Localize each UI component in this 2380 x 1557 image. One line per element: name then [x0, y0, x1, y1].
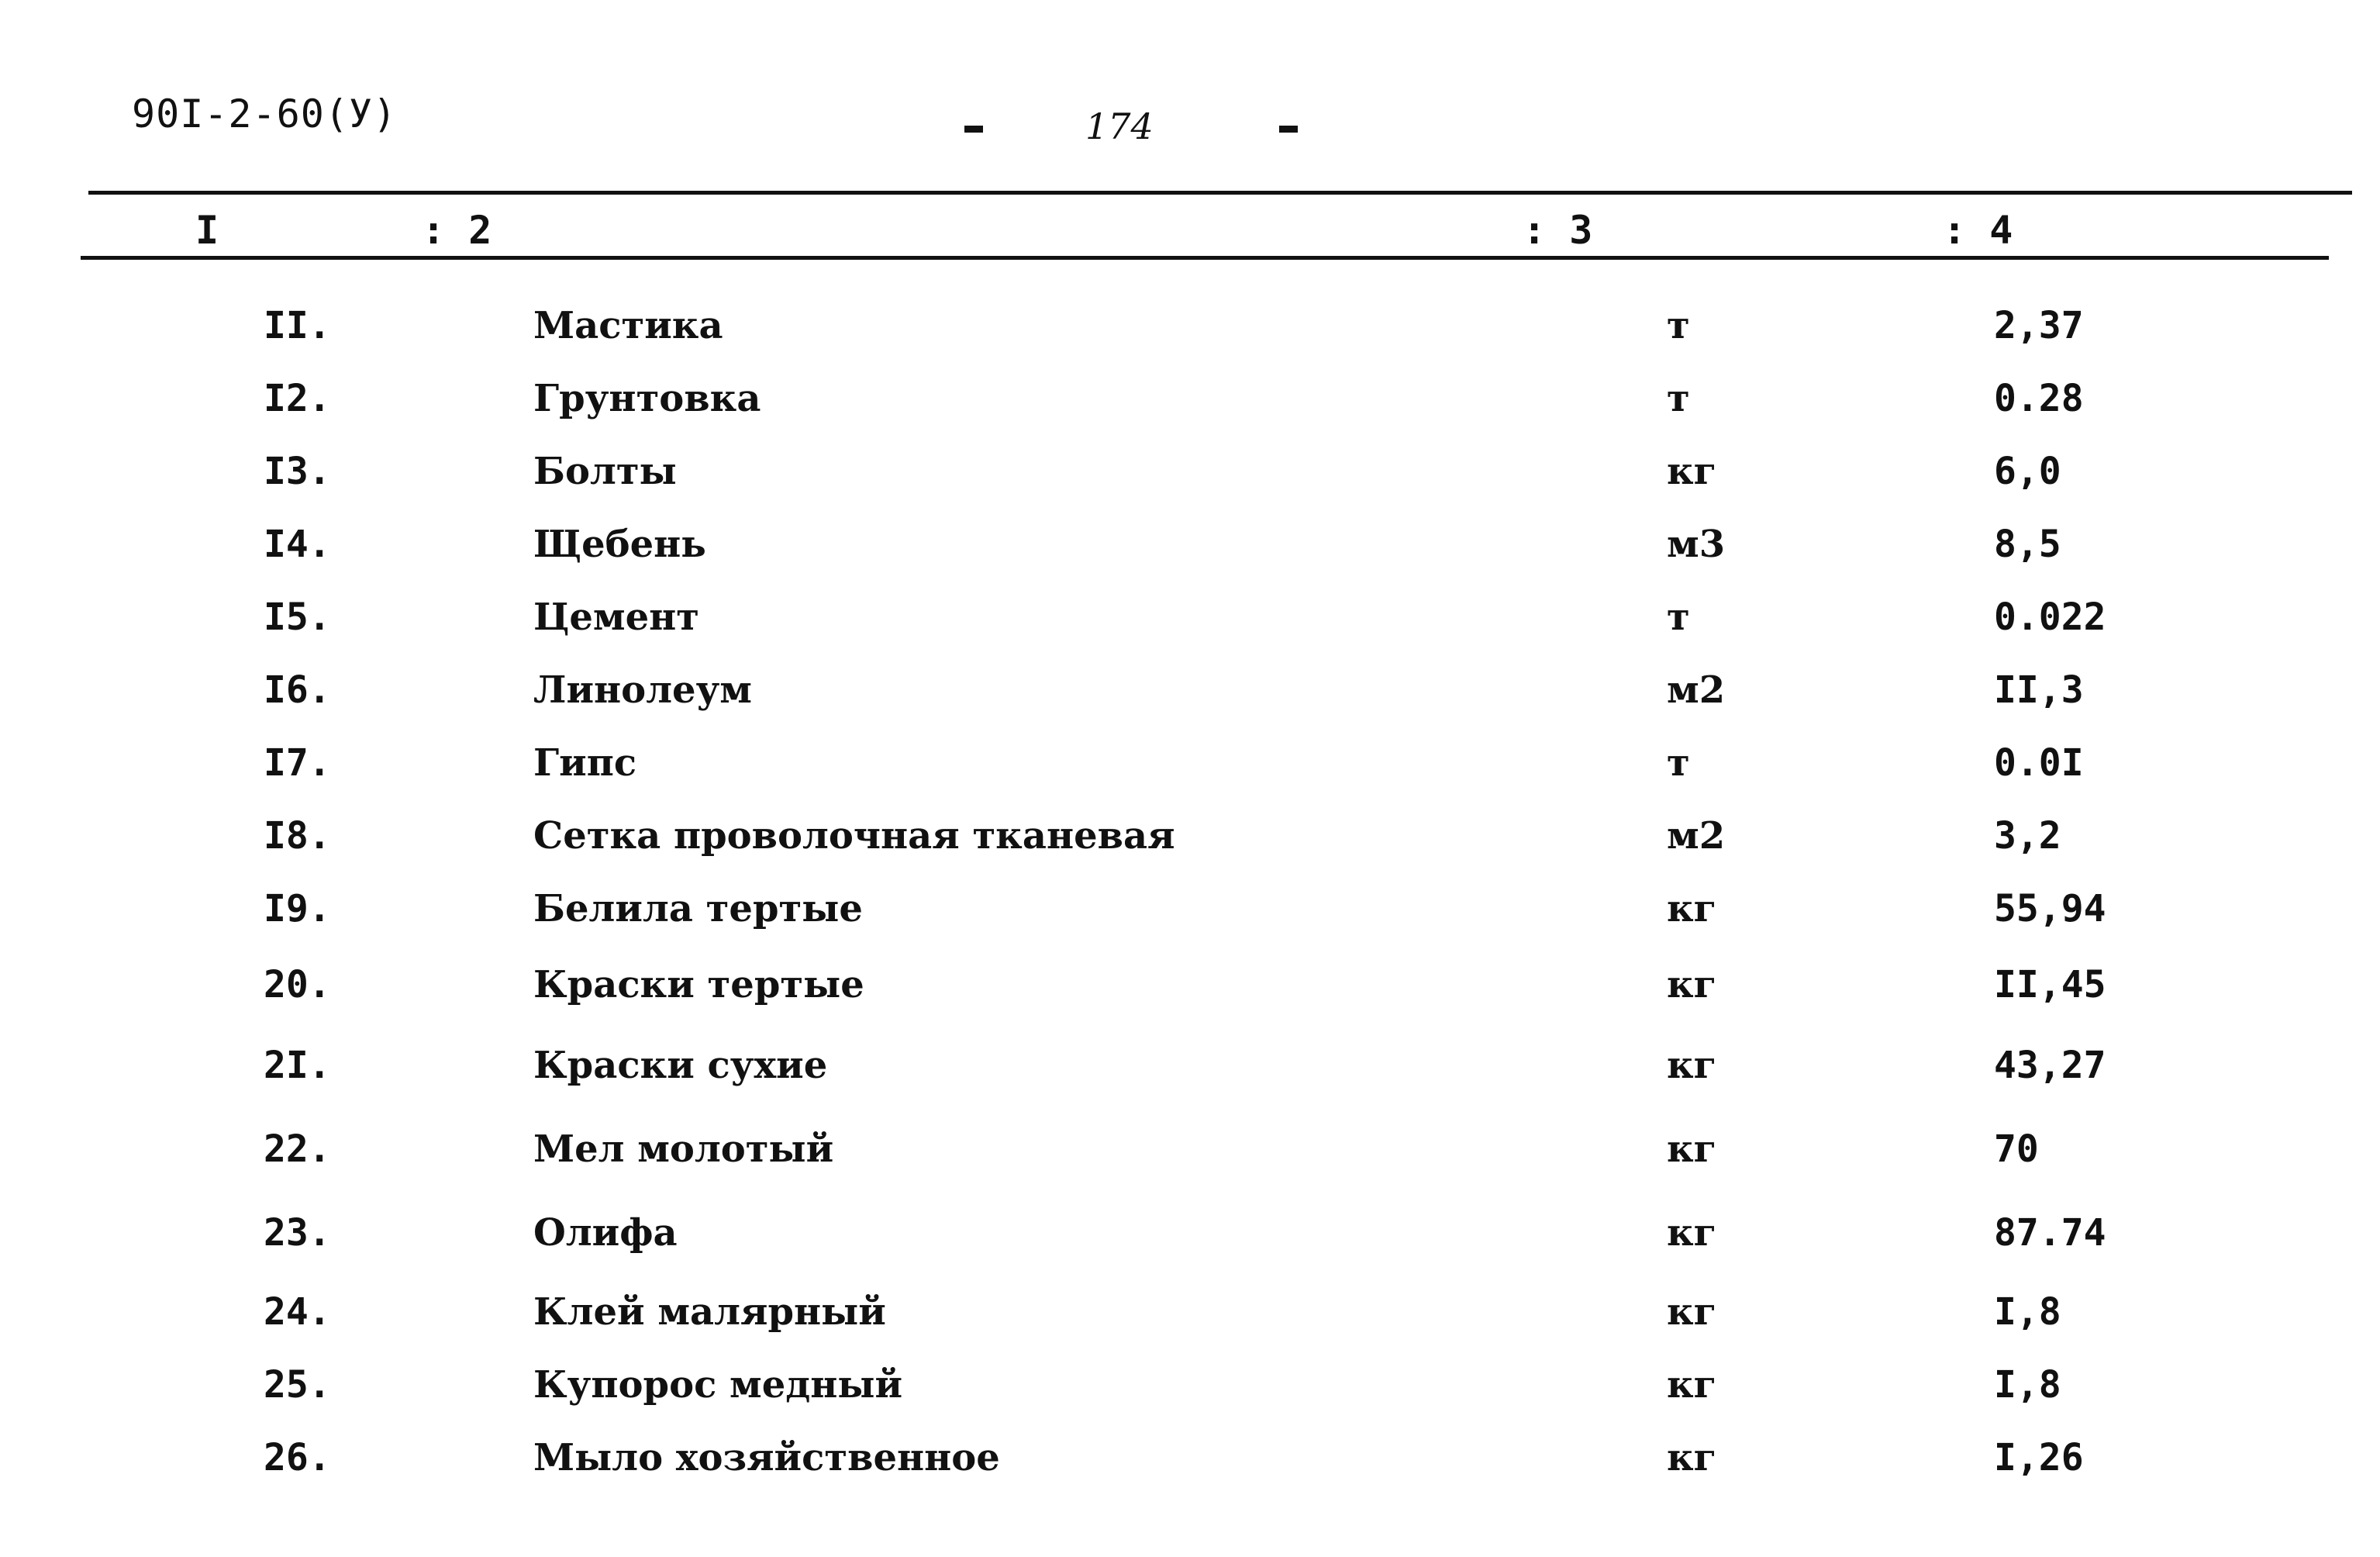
- row-number: 26.: [264, 1436, 331, 1479]
- unit-of-measure: кг: [1667, 1290, 1717, 1334]
- table-row: [0, 1211, 2380, 1258]
- unit-of-measure: т: [1667, 304, 1690, 347]
- quantity: 0.022: [1994, 596, 2106, 639]
- row-number: I4.: [264, 523, 331, 566]
- document-code: 90I-2-60(У): [132, 91, 398, 136]
- table-row: [0, 596, 2380, 642]
- column-header-3: : 3: [1523, 208, 1593, 253]
- table-header-rule: [81, 256, 2329, 260]
- row-number: 23.: [264, 1211, 331, 1255]
- row-number: I2.: [264, 377, 331, 420]
- row-number: 20.: [264, 963, 331, 1006]
- unit-of-measure: м2: [1667, 814, 1726, 858]
- material-name: Сетка проволочная тканевая: [533, 814, 1175, 858]
- material-name: Купорос медный: [533, 1363, 903, 1407]
- page-dash-left: [964, 126, 983, 133]
- unit-of-measure: кг: [1667, 1363, 1717, 1407]
- table-row: [0, 1363, 2380, 1410]
- row-number: 22.: [264, 1127, 331, 1171]
- unit-of-measure: кг: [1667, 1044, 1717, 1087]
- row-number: I8.: [264, 814, 331, 858]
- row-number: I9.: [264, 887, 331, 930]
- column-header-4: : 4: [1943, 208, 2013, 253]
- table-row: [0, 1290, 2380, 1337]
- material-name: Гипс: [533, 741, 637, 785]
- quantity: 70: [1994, 1127, 2039, 1171]
- table-row: [0, 1044, 2380, 1090]
- unit-of-measure: кг: [1667, 1127, 1717, 1171]
- row-number: 25.: [264, 1363, 331, 1407]
- row-number: I6.: [264, 668, 331, 712]
- row-number: I7.: [264, 741, 331, 785]
- unit-of-measure: кг: [1667, 963, 1717, 1006]
- quantity: II,3: [1994, 668, 2084, 712]
- unit-of-measure: т: [1667, 377, 1690, 420]
- unit-of-measure: кг: [1667, 1211, 1717, 1255]
- quantity: I,8: [1994, 1363, 2061, 1407]
- unit-of-measure: м2: [1667, 668, 1726, 712]
- table-row: [0, 887, 2380, 934]
- table-row: [0, 1436, 2380, 1483]
- row-number: II.: [264, 304, 331, 347]
- quantity: 8,5: [1994, 523, 2061, 566]
- unit-of-measure: т: [1667, 596, 1690, 639]
- table-row: [0, 523, 2380, 569]
- quantity: 3,2: [1994, 814, 2061, 858]
- material-name: Цемент: [533, 596, 700, 639]
- quantity: 43,27: [1994, 1044, 2106, 1087]
- table-row: [0, 1127, 2380, 1174]
- quantity: 87.74: [1994, 1211, 2106, 1255]
- quantity: 2,37: [1994, 304, 2084, 347]
- table-row: [0, 377, 2380, 423]
- material-name: Мастика: [533, 304, 723, 347]
- material-name: Грунтовка: [533, 377, 761, 420]
- row-number: I5.: [264, 596, 331, 639]
- page-number: 174: [1085, 105, 1154, 147]
- quantity: 6,0: [1994, 450, 2061, 493]
- material-name: Мыло хозяйственное: [533, 1436, 1000, 1479]
- table-row: [0, 668, 2380, 715]
- material-name: Олифа: [533, 1211, 678, 1255]
- quantity: 0.28: [1994, 377, 2084, 420]
- quantity: 55,94: [1994, 887, 2106, 930]
- unit-of-measure: кг: [1667, 1436, 1717, 1479]
- material-name: Мел молотый: [533, 1127, 834, 1171]
- quantity: II,45: [1994, 963, 2106, 1006]
- quantity: 0.0I: [1994, 741, 2084, 785]
- table-row: [0, 450, 2380, 496]
- table-row: [0, 741, 2380, 788]
- unit-of-measure: кг: [1667, 450, 1717, 493]
- table-row: [0, 814, 2380, 861]
- table-row: [0, 963, 2380, 1010]
- quantity: I,26: [1994, 1436, 2084, 1479]
- material-name: Белила тертые: [533, 887, 863, 930]
- column-header-1: I: [195, 208, 219, 253]
- unit-of-measure: т: [1667, 741, 1690, 785]
- material-name: Клей малярный: [533, 1290, 886, 1334]
- unit-of-measure: м3: [1667, 523, 1726, 566]
- row-number: 2I.: [264, 1044, 331, 1087]
- table-row: [0, 304, 2380, 350]
- column-header-2: : 2: [422, 208, 492, 253]
- row-number: 24.: [264, 1290, 331, 1334]
- material-name: Краски тертые: [533, 963, 864, 1006]
- row-number: I3.: [264, 450, 331, 493]
- page-dash-right: [1279, 126, 1298, 133]
- material-name: Болты: [533, 450, 677, 493]
- material-name: Щебень: [533, 523, 706, 566]
- table-top-rule: [88, 191, 2352, 195]
- unit-of-measure: кг: [1667, 887, 1717, 930]
- material-name: Линолеум: [533, 668, 752, 712]
- quantity: I,8: [1994, 1290, 2061, 1334]
- material-name: Краски сухие: [533, 1044, 828, 1087]
